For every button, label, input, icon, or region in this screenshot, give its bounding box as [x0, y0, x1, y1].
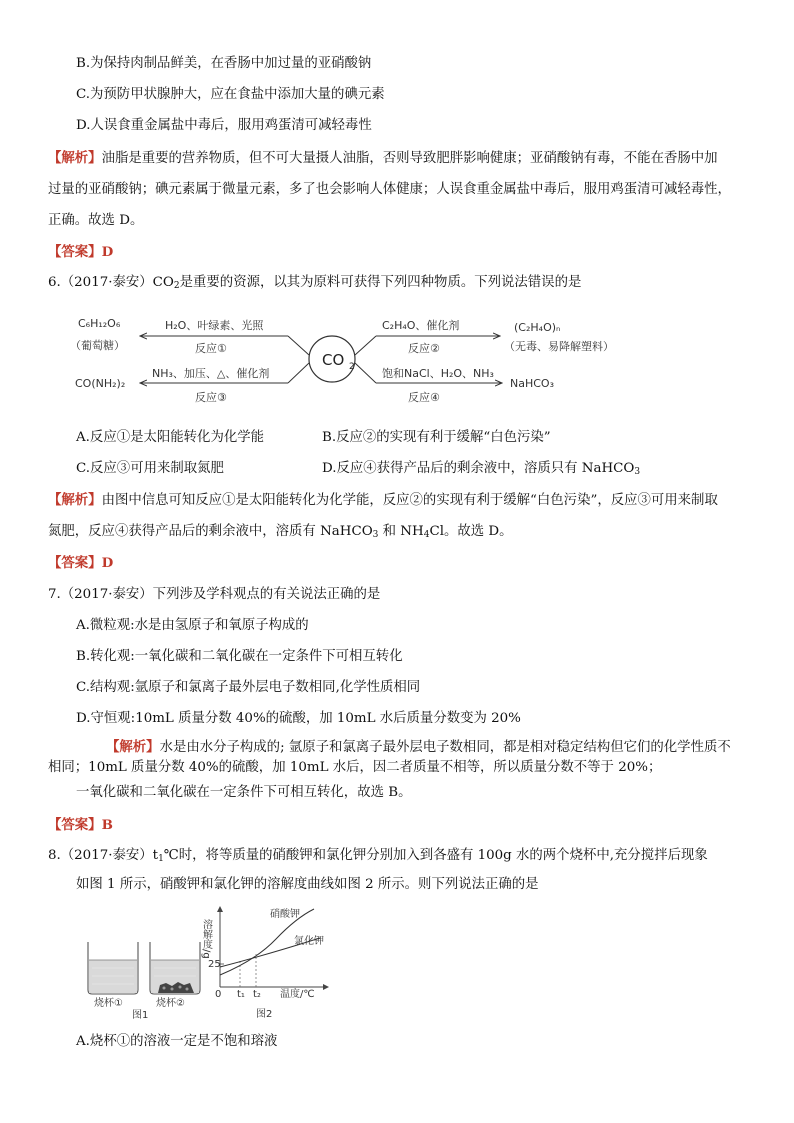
- q6-reaction-diagram: [70, 305, 660, 417]
- q5-analysis-line-3: 正确。故选 D。: [48, 213, 144, 228]
- q7-option-b: B.转化观:一氧化碳和二氧化碳在一定条件下可相互转化: [76, 649, 403, 664]
- subscript: 1: [158, 854, 164, 864]
- q5-option-d: D.人误食重金属盐中毒后，服用鸡蛋清可减轻毒性: [76, 118, 372, 133]
- q6-stem-text: 是重要的资源，以其为原料可获得下列四种物质。下列说法错误的是: [179, 275, 582, 290]
- q8-stem-line-1: [48, 846, 708, 869]
- q5-option-b: B.为保持肉制品鲜美，在香肠中加过量的亚硝酸钠: [76, 56, 372, 71]
- r2-name: 反应②: [408, 342, 440, 355]
- q8-stem-line-2: 如图 1 所示，硝酸钾和氯化钾的溶解度曲线如图 2 所示。则下列说法正确的是: [76, 877, 539, 892]
- r3-name: 反应③: [195, 391, 227, 404]
- answer-tag: 【答案】: [48, 817, 102, 833]
- q5-analysis-line-2: 过量的亚硝酸钠；碘元素属于微量元素，多了也会影响人体健康；人误食重金属盐中毒后，服用鸡蛋清可减轻毒性，: [48, 182, 731, 197]
- answer-tag: 【答案】: [48, 244, 102, 260]
- r1-branch: [288, 336, 309, 355]
- t1-label: t₁: [237, 989, 245, 1000]
- beaker-1-label: 烧杯①: [94, 998, 123, 1009]
- r1-product: C₆H₁₂O₆: [78, 317, 121, 330]
- q8-figure-2: [196, 905, 346, 1023]
- co2-sub: 2: [349, 362, 355, 372]
- subscript: 3: [634, 467, 641, 477]
- q8-stem-text: 8.（2017·泰安）t: [48, 848, 159, 863]
- q6-stem-text: 6.（2017·泰安）CO: [48, 275, 174, 290]
- q8-figure-1: [80, 938, 210, 1020]
- r4-condition: 饱和NaCl、H₂O、NH₃: [382, 367, 494, 380]
- q6-analysis-text: 由图中信息可知反应①是太阳能转化为化学能，反应②的实现有利于缓解“白色污染”，反应③可用来制取: [101, 493, 718, 508]
- beaker-2-label: 烧杯②: [156, 998, 185, 1009]
- q8-option-a: A.烧杯①的溶液一定是不饱和瑢液: [76, 1034, 278, 1049]
- subscript: 2: [173, 281, 180, 291]
- subscript: 3: [372, 530, 379, 540]
- beaker-1-solution: [89, 960, 137, 993]
- origin-label: 0: [215, 989, 222, 1000]
- q6-option-c: C.反应③可用来制取氮肥: [76, 461, 224, 476]
- kcl-label: 氯化钾: [294, 936, 324, 947]
- q7-analysis-line-3: 一氧化碳和二氧化碳在一定条件下可相互转化，故选 B。: [76, 785, 412, 800]
- r3-product: CO(NH₂)₂: [75, 377, 126, 390]
- q6-analysis-line-2: [48, 522, 513, 545]
- q6-stem: [48, 273, 581, 296]
- r1-condition: H₂O、叶绿素、光照: [165, 319, 264, 332]
- r4-product: NaHCO₃: [510, 377, 554, 390]
- t2-label: t₂: [253, 989, 261, 1000]
- analysis-tag: 【解析】: [48, 150, 102, 166]
- q7-analysis-text: 水是由水分子构成的; 氩原子和氯离子最外层电子数相同，都是相对稳定结构但它们的化学性质不: [159, 740, 731, 755]
- r4-branch: [355, 363, 376, 383]
- q6-option-d-text: D.反应④获得产品后的剩余液中，溶质只有 NaHCO: [322, 461, 635, 476]
- q5-analysis-line-1: [48, 148, 718, 169]
- q6-answer: [48, 553, 113, 573]
- r4-name: 反应④: [408, 391, 440, 404]
- r1-name: 反应①: [195, 342, 227, 355]
- figure-1-caption: 图1: [132, 1010, 149, 1020]
- r3-branch: [288, 363, 309, 383]
- kno3-label: 硝酸钾: [270, 909, 300, 920]
- q6-analysis-line-1: [48, 490, 718, 511]
- answer-value: D: [101, 555, 114, 571]
- q8-stem-text: ℃时，将等质量的硝酸钾和氯化钾分别加入到各盛有 100g 水的两个烧杯中,充分搅拌后现象: [163, 848, 708, 863]
- q7-stem: 7.（2017·泰安）下列涉及学科观点的有关说法正确的是: [48, 587, 381, 602]
- r2-condition: C₂H₄O、催化剂: [382, 319, 460, 332]
- q5-option-c: C.为预防甲状腺肿大，应在食盐中添加大量的碘元素: [76, 87, 385, 102]
- r2-branch: [355, 336, 376, 355]
- y-tick-25: 25: [208, 959, 221, 970]
- q6-analysis-text: 氮肥，反应④获得产品后的剩余液中，溶质有 NaHCO: [48, 524, 373, 539]
- q6-option-a: A.反应①是太阳能转化为化学能: [76, 430, 265, 445]
- q6-analysis-text: 和 NH: [378, 524, 424, 539]
- q6-option-b: B.反应②的实现有利于缓解“白色污染”: [322, 430, 551, 445]
- q5-analysis-text: 油脂是重要的营养物质，但不可大量摄人油脂，否则导致肥胖影响健康；亚硝酸钠有毒，不能在香肠中加: [101, 151, 718, 166]
- q5-answer: [48, 242, 113, 262]
- figure-2-caption: 图2: [256, 1009, 273, 1020]
- answer-value: B: [101, 817, 113, 833]
- analysis-tag: 【解析】: [48, 492, 102, 508]
- q6-analysis-text: Cl。故选 D。: [429, 524, 513, 539]
- answer-tag: 【答案】: [48, 555, 102, 571]
- r2-product-note: （无毒、易降解塑料）: [504, 340, 614, 353]
- y-axis-label: 溶解度/g: [200, 919, 212, 959]
- q7-analysis-line-1: [106, 737, 731, 758]
- q7-analysis-line-2: 相同；10mL 质量分数 40%的硫酸，加 10mL 水后，因二者质量不相等，所以质量分数不等于 20%；: [48, 760, 662, 775]
- r2-product: (C₂H₄O)ₙ: [514, 321, 561, 334]
- q7-option-a: A.微粒观:水是由氢原子和氧原子构成的: [76, 618, 309, 633]
- r3-condition: NH₃、加压、△、催化剂: [152, 367, 270, 380]
- x-axis-label: 温度/℃: [280, 989, 315, 1000]
- q6-option-d: [322, 459, 640, 482]
- r1-product-note: （葡萄糖）: [70, 339, 125, 352]
- co2-label: CO: [322, 351, 345, 369]
- subscript: 4: [423, 530, 430, 540]
- q7-option-d: D.守恒观:10mL 质量分数 40%的硫酸，加 10mL 水后质量分数变为 20%: [76, 711, 521, 726]
- q7-answer: [48, 815, 113, 835]
- answer-value: D: [101, 244, 114, 260]
- q7-option-c: C.结构观:氩原子和氯离子最外层电子数相同,化学性质相同: [76, 680, 421, 695]
- analysis-tag: 【解析】: [106, 739, 160, 755]
